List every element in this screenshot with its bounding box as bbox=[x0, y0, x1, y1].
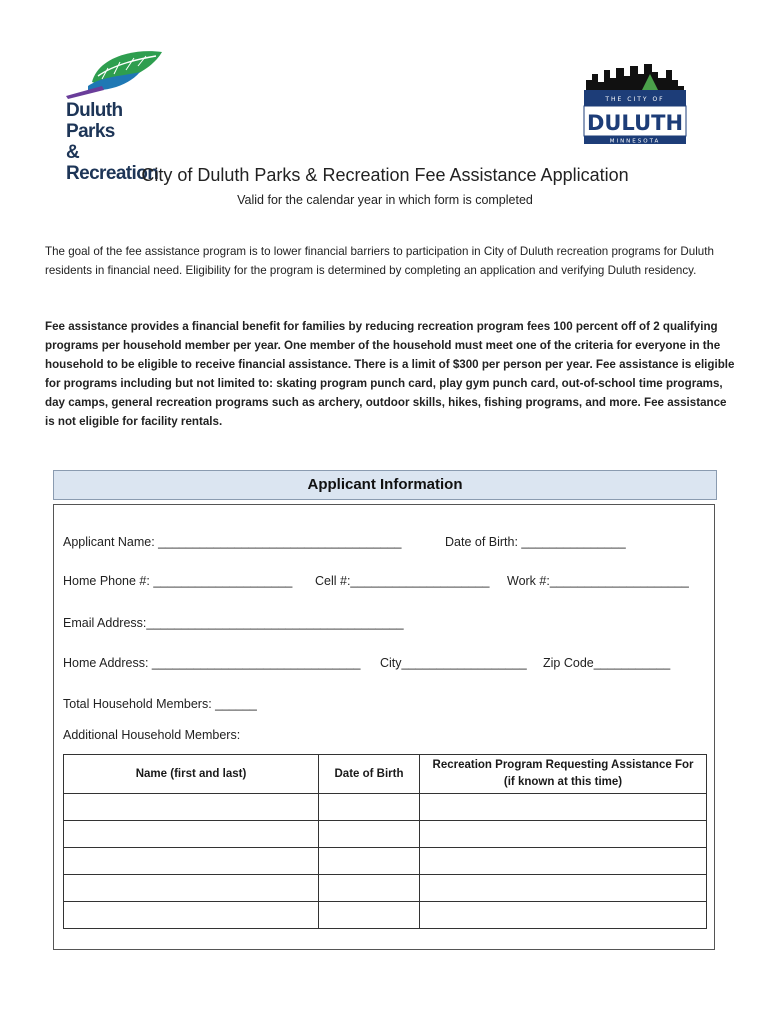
member-dob-cell[interactable] bbox=[319, 794, 420, 821]
work-phone-field[interactable]: Work #:____________________ bbox=[507, 574, 689, 588]
parks-recreation-logo bbox=[62, 46, 172, 184]
household-members-table bbox=[63, 754, 707, 929]
program-column-header bbox=[420, 755, 707, 794]
member-name-cell[interactable] bbox=[64, 794, 319, 821]
parks-wordmark-line1: Duluth Parks bbox=[66, 100, 123, 142]
date-of-birth-field[interactable]: Date of Birth: _______________ bbox=[445, 535, 626, 549]
city-logo-name: DULUTH bbox=[586, 111, 684, 135]
city-of-duluth-logo bbox=[580, 60, 690, 146]
household-total-field[interactable]: Total Household Members: ______ bbox=[63, 697, 257, 711]
cell-phone-field[interactable]: Cell #:____________________ bbox=[315, 574, 490, 588]
member-dob-cell[interactable] bbox=[319, 848, 420, 875]
table-row bbox=[64, 848, 707, 875]
city-field[interactable]: City__________________ bbox=[380, 656, 527, 670]
table-row bbox=[64, 821, 707, 848]
dob-column-header: Date of Birth bbox=[319, 755, 420, 794]
member-dob-cell[interactable] bbox=[319, 902, 420, 929]
intro-paragraph: The goal of the fee assistance program is to lower financial barriers to participation in City of Duluth recreation programs for Duluth residents in financial need. Eligibility for the program is determined by completing an application and verifying Duluth residency. bbox=[45, 245, 714, 277]
table-row bbox=[64, 794, 707, 821]
member-program-cell[interactable] bbox=[420, 875, 707, 902]
email-field[interactable]: Email Address:_____________________________________ bbox=[63, 616, 404, 630]
additional-members-label: Additional Household Members: bbox=[63, 728, 241, 742]
program-column-header-line1: Recreation Program Requesting Assistance For bbox=[432, 759, 694, 771]
applicant-name-field[interactable]: Applicant Name: ___________________________________ bbox=[63, 535, 402, 549]
city-logo-top-text: THE CITY OF bbox=[605, 96, 665, 103]
program-column-header-line2: (if known at this time) bbox=[503, 776, 623, 788]
member-name-cell[interactable] bbox=[64, 848, 319, 875]
leaf-icon bbox=[62, 46, 172, 100]
member-program-cell[interactable] bbox=[420, 794, 707, 821]
home-phone-field[interactable]: Home Phone #: ____________________ bbox=[63, 574, 293, 588]
applicant-information-header: Applicant Information bbox=[53, 470, 717, 500]
zip-code-field[interactable]: Zip Code___________ bbox=[543, 656, 671, 670]
skyline-icon bbox=[580, 60, 690, 146]
member-name-cell[interactable] bbox=[64, 875, 319, 902]
member-program-cell[interactable] bbox=[420, 848, 707, 875]
member-program-cell[interactable] bbox=[420, 902, 707, 929]
member-program-cell[interactable] bbox=[420, 821, 707, 848]
parks-wordmark-line2: & Recreation bbox=[66, 142, 159, 184]
member-name-cell[interactable] bbox=[64, 821, 319, 848]
member-dob-cell[interactable] bbox=[319, 821, 420, 848]
member-dob-cell[interactable] bbox=[319, 875, 420, 902]
table-row bbox=[64, 875, 707, 902]
city-logo-state: MINNESOTA bbox=[609, 138, 661, 145]
name-column-header: Name (first and last) bbox=[64, 755, 319, 794]
home-address-field[interactable]: Home Address: ______________________________ bbox=[63, 656, 361, 670]
table-row bbox=[64, 902, 707, 929]
table-header-row bbox=[64, 755, 707, 794]
details-paragraph: Fee assistance provides a financial benefit for families by reducing recreation program fees 100 percent off of 2 qualifying programs per household member per year. One member of the household must meet one of the criteria for everyone in the household to be eligible to receive financial assistance. There is a limit of $300 per person per year. Fee assistance is eligible for programs including but not limited to: skating program punch card, play gym punch card, out-of-school time programs, day camps, general recreation programs such as archery, outdoor skills, hikes, fishing programs, and more. Fee assistance is not eligible for facility rentals. bbox=[45, 320, 735, 428]
member-name-cell[interactable] bbox=[64, 902, 319, 929]
form-title: City of Duluth Parks & Recreation Fee Assistance Application bbox=[141, 165, 629, 185]
form-subtitle: Valid for the calendar year in which form is completed bbox=[237, 193, 533, 207]
